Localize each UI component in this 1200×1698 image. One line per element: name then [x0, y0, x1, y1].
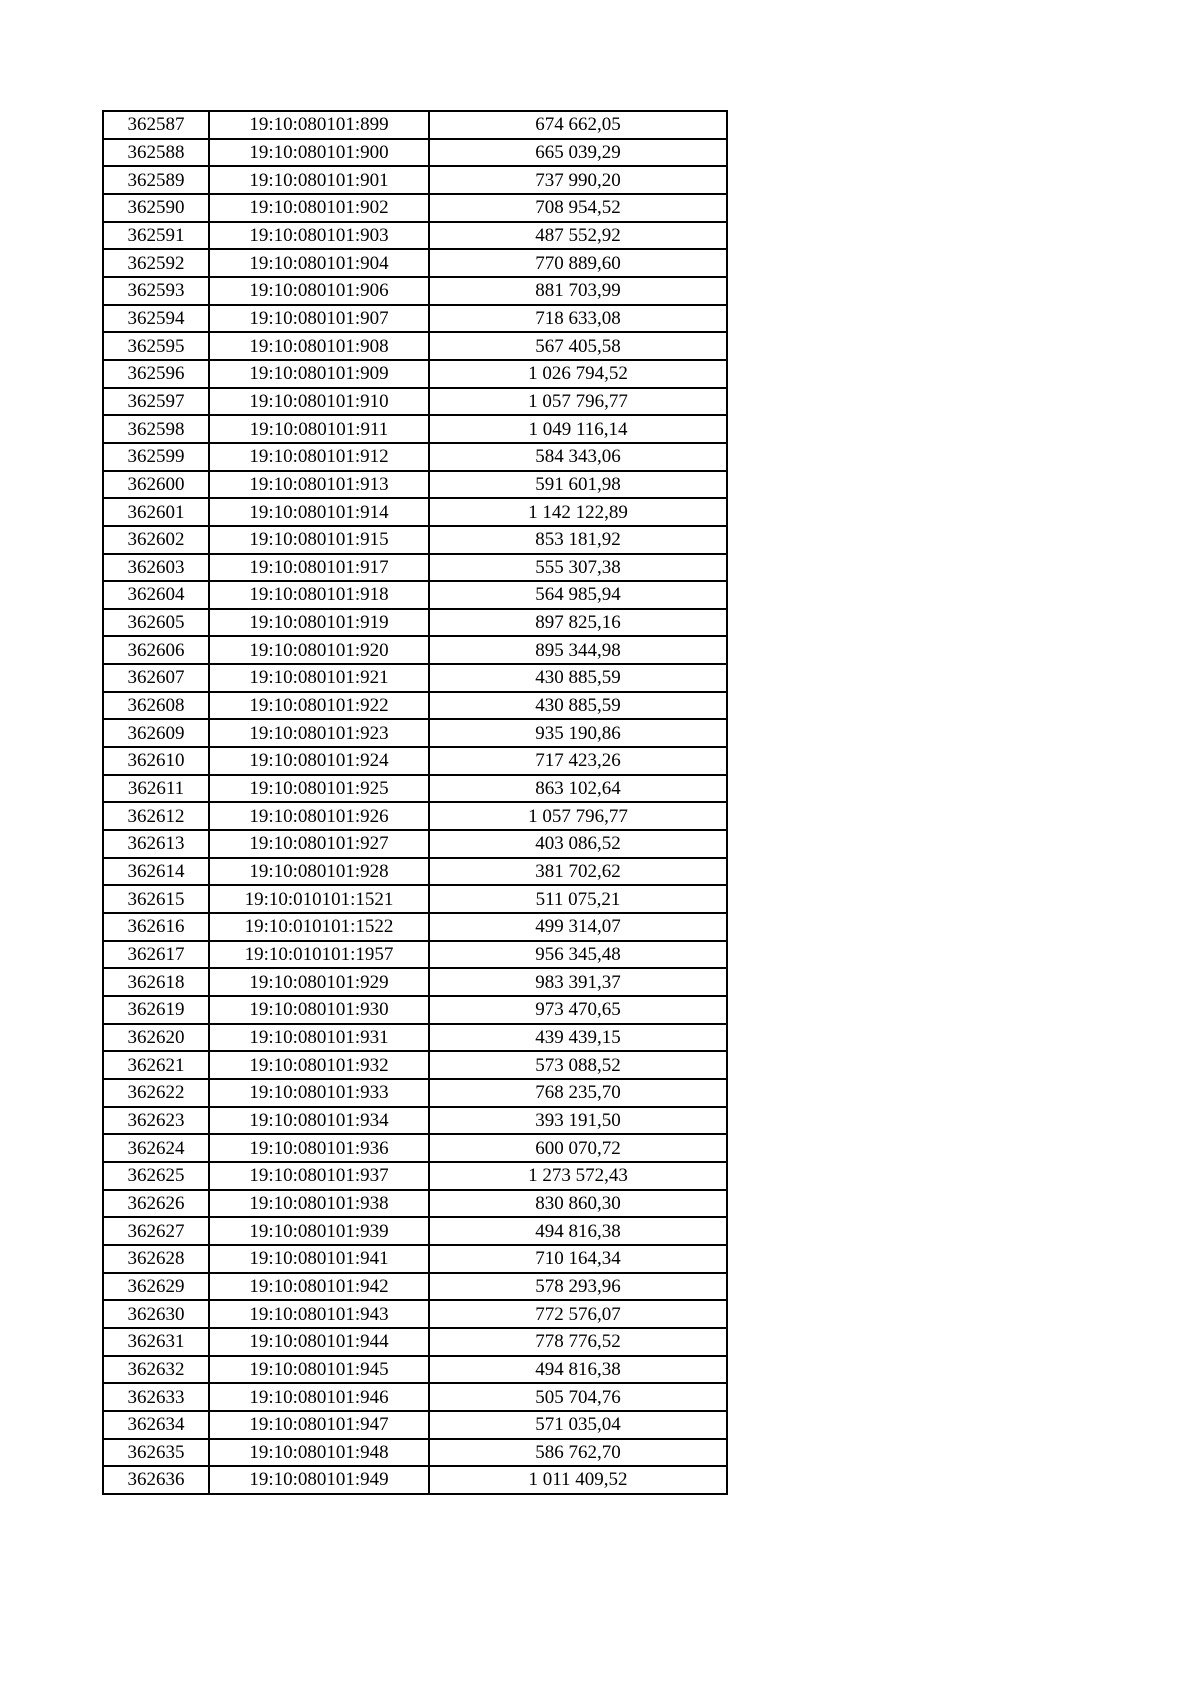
cadastral-number-cell: 19:10:080101:908	[209, 332, 429, 360]
row-number-cell: 362632	[103, 1356, 209, 1384]
table-row	[103, 139, 727, 167]
table-row	[103, 996, 727, 1024]
cadastral-value-cell: 584 343,06	[429, 443, 727, 471]
table-row	[103, 277, 727, 305]
cadastral-value-cell: 708 954,52	[429, 194, 727, 222]
row-number-cell: 362606	[103, 636, 209, 664]
table-row	[103, 719, 727, 747]
table-row	[103, 885, 727, 913]
cadastral-number-cell: 19:10:080101:929	[209, 968, 429, 996]
row-number-cell: 362609	[103, 719, 209, 747]
cadastral-number-cell: 19:10:080101:947	[209, 1411, 429, 1439]
table-row	[103, 775, 727, 803]
cadastral-value-cell: 494 816,38	[429, 1217, 727, 1245]
cadastral-number-cell: 19:10:080101:928	[209, 858, 429, 886]
cadastral-number-cell: 19:10:080101:899	[209, 111, 429, 139]
table-row	[103, 332, 727, 360]
row-number-cell: 362620	[103, 1024, 209, 1052]
cadastral-value-cell: 430 885,59	[429, 664, 727, 692]
row-number-cell: 362608	[103, 692, 209, 720]
row-number-cell: 362615	[103, 885, 209, 913]
row-number-cell: 362596	[103, 360, 209, 388]
cadastral-number-cell: 19:10:080101:915	[209, 526, 429, 554]
cadastral-number-cell: 19:10:080101:903	[209, 222, 429, 250]
table-row	[103, 941, 727, 969]
cadastral-value-cell: 973 470,65	[429, 996, 727, 1024]
cadastral-value-cell: 487 552,92	[429, 222, 727, 250]
table-row	[103, 1107, 727, 1135]
table-row	[103, 968, 727, 996]
row-number-cell: 362604	[103, 581, 209, 609]
table-row	[103, 1190, 727, 1218]
row-number-cell: 362610	[103, 747, 209, 775]
cadastral-number-cell: 19:10:080101:934	[209, 1107, 429, 1135]
table-row	[103, 360, 727, 388]
table-row	[103, 1134, 727, 1162]
cadastral-value-cell: 1 142 122,89	[429, 498, 727, 526]
table-row	[103, 471, 727, 499]
row-number-cell: 362605	[103, 609, 209, 637]
row-number-cell: 362625	[103, 1162, 209, 1190]
row-number-cell: 362603	[103, 554, 209, 582]
row-number-cell: 362627	[103, 1217, 209, 1245]
row-number-cell: 362618	[103, 968, 209, 996]
cadastral-value-cell: 1 049 116,14	[429, 415, 727, 443]
table-row	[103, 526, 727, 554]
table-row	[103, 249, 727, 277]
table-row	[103, 802, 727, 830]
cadastral-value-cell: 710 164,34	[429, 1245, 727, 1273]
cadastral-number-cell: 19:10:010101:1522	[209, 913, 429, 941]
table-row	[103, 498, 727, 526]
row-number-cell: 362590	[103, 194, 209, 222]
row-number-cell: 362613	[103, 830, 209, 858]
cadastral-value-cell: 772 576,07	[429, 1300, 727, 1328]
row-number-cell: 362621	[103, 1051, 209, 1079]
cadastral-value-cell: 555 307,38	[429, 554, 727, 582]
cadastral-value-cell: 439 439,15	[429, 1024, 727, 1052]
cadastral-value-table	[102, 110, 728, 1495]
cadastral-number-cell: 19:10:080101:949	[209, 1466, 429, 1494]
row-number-cell: 362601	[103, 498, 209, 526]
cadastral-number-cell: 19:10:080101:937	[209, 1162, 429, 1190]
row-number-cell: 362598	[103, 415, 209, 443]
cadastral-value-cell: 956 345,48	[429, 941, 727, 969]
cadastral-value-cell: 717 423,26	[429, 747, 727, 775]
cadastral-number-cell: 19:10:080101:930	[209, 996, 429, 1024]
table-row	[103, 1051, 727, 1079]
cadastral-value-cell: 1 273 572,43	[429, 1162, 727, 1190]
cadastral-value-cell: 430 885,59	[429, 692, 727, 720]
cadastral-value-cell: 494 816,38	[429, 1356, 727, 1384]
row-number-cell: 362602	[103, 526, 209, 554]
cadastral-number-cell: 19:10:080101:907	[209, 305, 429, 333]
cadastral-value-cell: 586 762,70	[429, 1439, 727, 1467]
table-row	[103, 1245, 727, 1273]
row-number-cell: 362636	[103, 1466, 209, 1494]
row-number-cell: 362614	[103, 858, 209, 886]
row-number-cell: 362631	[103, 1328, 209, 1356]
table-row	[103, 554, 727, 582]
cadastral-number-cell: 19:10:080101:923	[209, 719, 429, 747]
cadastral-number-cell: 19:10:080101:914	[209, 498, 429, 526]
row-number-cell: 362628	[103, 1245, 209, 1273]
cadastral-value-cell: 1 057 796,77	[429, 802, 727, 830]
cadastral-number-cell: 19:10:080101:911	[209, 415, 429, 443]
cadastral-value-cell: 935 190,86	[429, 719, 727, 747]
cadastral-value-cell: 591 601,98	[429, 471, 727, 499]
cadastral-value-cell: 674 662,05	[429, 111, 727, 139]
table-row	[103, 222, 727, 250]
table-row	[103, 664, 727, 692]
row-number-cell: 362626	[103, 1190, 209, 1218]
cadastral-value-cell: 499 314,07	[429, 913, 727, 941]
cadastral-number-cell: 19:10:080101:933	[209, 1079, 429, 1107]
table-row	[103, 913, 727, 941]
table-row	[103, 1439, 727, 1467]
row-number-cell: 362607	[103, 664, 209, 692]
row-number-cell: 362587	[103, 111, 209, 139]
cadastral-number-cell: 19:10:080101:939	[209, 1217, 429, 1245]
row-number-cell: 362611	[103, 775, 209, 803]
row-number-cell: 362633	[103, 1383, 209, 1411]
cadastral-number-cell: 19:10:080101:948	[209, 1439, 429, 1467]
cadastral-number-cell: 19:10:080101:941	[209, 1245, 429, 1273]
row-number-cell: 362617	[103, 941, 209, 969]
row-number-cell: 362589	[103, 166, 209, 194]
cadastral-number-cell: 19:10:080101:918	[209, 581, 429, 609]
cadastral-value-cell: 863 102,64	[429, 775, 727, 803]
table-row	[103, 1162, 727, 1190]
cadastral-number-cell: 19:10:080101:936	[209, 1134, 429, 1162]
cadastral-value-cell: 564 985,94	[429, 581, 727, 609]
cadastral-value-cell: 665 039,29	[429, 139, 727, 167]
cadastral-value-cell: 770 889,60	[429, 249, 727, 277]
cadastral-number-cell: 19:10:080101:919	[209, 609, 429, 637]
cadastral-value-cell: 881 703,99	[429, 277, 727, 305]
row-number-cell: 362634	[103, 1411, 209, 1439]
row-number-cell: 362591	[103, 222, 209, 250]
table-row	[103, 609, 727, 637]
row-number-cell: 362635	[103, 1439, 209, 1467]
cadastral-number-cell: 19:10:080101:931	[209, 1024, 429, 1052]
cadastral-number-cell: 19:10:080101:900	[209, 139, 429, 167]
cadastral-number-cell: 19:10:080101:917	[209, 554, 429, 582]
row-number-cell: 362612	[103, 802, 209, 830]
cadastral-number-cell: 19:10:010101:1957	[209, 941, 429, 969]
cadastral-value-cell: 505 704,76	[429, 1383, 727, 1411]
row-number-cell: 362624	[103, 1134, 209, 1162]
cadastral-number-cell: 19:10:080101:922	[209, 692, 429, 720]
cadastral-value-cell: 1 057 796,77	[429, 388, 727, 416]
table-row	[103, 1383, 727, 1411]
cadastral-number-cell: 19:10:080101:906	[209, 277, 429, 305]
table-row	[103, 1079, 727, 1107]
row-number-cell: 362588	[103, 139, 209, 167]
cadastral-value-cell: 511 075,21	[429, 885, 727, 913]
table-row	[103, 747, 727, 775]
cadastral-number-cell: 19:10:080101:924	[209, 747, 429, 775]
cadastral-number-cell: 19:10:080101:942	[209, 1273, 429, 1301]
cadastral-number-cell: 19:10:080101:926	[209, 802, 429, 830]
cadastral-value-cell: 600 070,72	[429, 1134, 727, 1162]
table-row	[103, 194, 727, 222]
cadastral-value-cell: 897 825,16	[429, 609, 727, 637]
table-row	[103, 1328, 727, 1356]
row-number-cell: 362594	[103, 305, 209, 333]
cadastral-value-cell: 830 860,30	[429, 1190, 727, 1218]
cadastral-number-cell: 19:10:080101:946	[209, 1383, 429, 1411]
cadastral-number-cell: 19:10:080101:912	[209, 443, 429, 471]
table-row	[103, 692, 727, 720]
cadastral-number-cell: 19:10:080101:938	[209, 1190, 429, 1218]
cadastral-value-cell: 1 026 794,52	[429, 360, 727, 388]
row-number-cell: 362622	[103, 1079, 209, 1107]
cadastral-value-cell: 567 405,58	[429, 332, 727, 360]
cadastral-number-cell: 19:10:080101:945	[209, 1356, 429, 1384]
row-number-cell: 362597	[103, 388, 209, 416]
cadastral-number-cell: 19:10:080101:909	[209, 360, 429, 388]
cadastral-number-cell: 19:10:080101:943	[209, 1300, 429, 1328]
cadastral-value-cell: 853 181,92	[429, 526, 727, 554]
row-number-cell: 362595	[103, 332, 209, 360]
cadastral-value-cell: 381 702,62	[429, 858, 727, 886]
cadastral-value-cell: 393 191,50	[429, 1107, 727, 1135]
table-row	[103, 581, 727, 609]
table-row	[103, 1411, 727, 1439]
table-row	[103, 1024, 727, 1052]
table-row	[103, 858, 727, 886]
row-number-cell: 362630	[103, 1300, 209, 1328]
table-row	[103, 1273, 727, 1301]
cadastral-number-cell: 19:10:080101:921	[209, 664, 429, 692]
table-row	[103, 1300, 727, 1328]
cadastral-number-cell: 19:10:080101:932	[209, 1051, 429, 1079]
cadastral-number-cell: 19:10:080101:925	[209, 775, 429, 803]
cadastral-number-cell: 19:10:080101:902	[209, 194, 429, 222]
cadastral-value-cell: 573 088,52	[429, 1051, 727, 1079]
table-row	[103, 830, 727, 858]
table-row	[103, 415, 727, 443]
table-row	[103, 1356, 727, 1384]
table-row	[103, 305, 727, 333]
cadastral-value-cell: 1 011 409,52	[429, 1466, 727, 1494]
cadastral-number-cell: 19:10:080101:913	[209, 471, 429, 499]
cadastral-number-cell: 19:10:080101:944	[209, 1328, 429, 1356]
row-number-cell: 362616	[103, 913, 209, 941]
row-number-cell: 362619	[103, 996, 209, 1024]
cadastral-value-cell: 895 344,98	[429, 636, 727, 664]
cadastral-value-cell: 403 086,52	[429, 830, 727, 858]
row-number-cell: 362592	[103, 249, 209, 277]
row-number-cell: 362600	[103, 471, 209, 499]
cadastral-number-cell: 19:10:080101:920	[209, 636, 429, 664]
table-row	[103, 1466, 727, 1494]
table-row	[103, 388, 727, 416]
table-row	[103, 111, 727, 139]
cadastral-value-cell: 571 035,04	[429, 1411, 727, 1439]
cadastral-value-cell: 737 990,20	[429, 166, 727, 194]
cadastral-value-cell: 778 776,52	[429, 1328, 727, 1356]
cadastral-number-cell: 19:10:080101:901	[209, 166, 429, 194]
cadastral-number-cell: 19:10:010101:1521	[209, 885, 429, 913]
cadastral-number-cell: 19:10:080101:927	[209, 830, 429, 858]
table-row	[103, 443, 727, 471]
table-row	[103, 636, 727, 664]
row-number-cell: 362629	[103, 1273, 209, 1301]
cadastral-value-cell: 768 235,70	[429, 1079, 727, 1107]
row-number-cell: 362623	[103, 1107, 209, 1135]
row-number-cell: 362593	[103, 277, 209, 305]
table-row	[103, 1217, 727, 1245]
cadastral-number-cell: 19:10:080101:904	[209, 249, 429, 277]
cadastral-value-cell: 578 293,96	[429, 1273, 727, 1301]
table-body	[103, 111, 727, 1494]
row-number-cell: 362599	[103, 443, 209, 471]
cadastral-number-cell: 19:10:080101:910	[209, 388, 429, 416]
cadastral-value-cell: 718 633,08	[429, 305, 727, 333]
cadastral-value-cell: 983 391,37	[429, 968, 727, 996]
table-row	[103, 166, 727, 194]
